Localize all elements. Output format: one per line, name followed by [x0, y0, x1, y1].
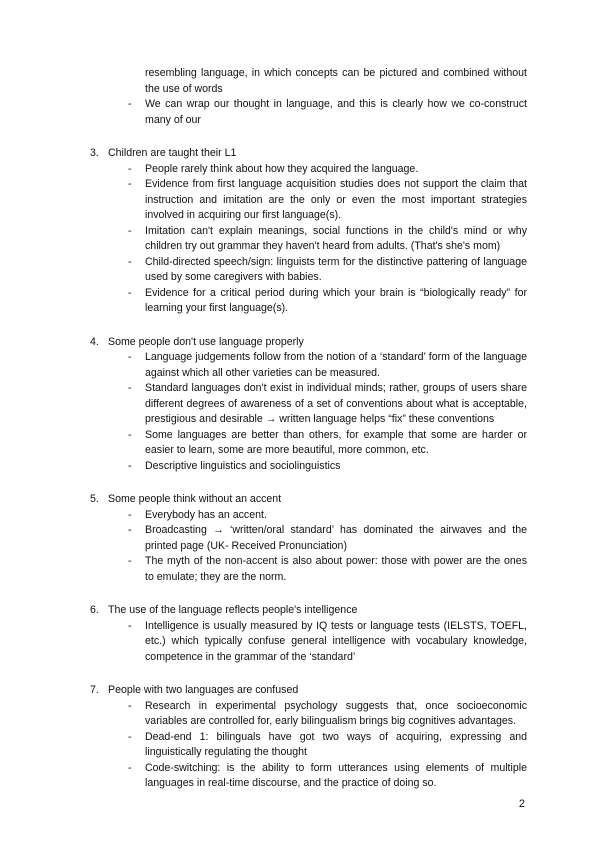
- continuation-text: resembling language, in which concepts can be pictured and combined without the use of words: [145, 67, 527, 95]
- section-title: Some people don't use language properly: [108, 335, 304, 348]
- bullet-item: - Imitation can't explain meanings, social functions in the child's mind or why children try out grammar they haven't heard from adults. (That's she's mom): [145, 224, 527, 255]
- section-heading: [90, 146, 528, 162]
- bullet-item: - Dead-end 1: bilinguals have got two ways of acquiring, expressing and linguistically regulating the thought: [145, 730, 527, 761]
- bullet-item: - Evidence for a critical period during which your brain is “biologically ready” for learning your first language(s).: [145, 286, 527, 317]
- page-number: 2: [518, 798, 525, 810]
- section-title: The use of the language reflects people's intelligence: [108, 604, 358, 616]
- bullet-item: - Standard languages don't exist in individual minds; rather, groups of users share different degrees of awareness of a set of conventions about what is acceptable, prestigious and desirable → written language helps “fix” these conventions: [145, 381, 527, 428]
- bullet-item: - People rarely think about how they acquired the language.: [145, 162, 527, 178]
- section-title: Some people think without an accent: [108, 493, 282, 505]
- bullet-item: - Everybody has an accent.: [145, 508, 527, 524]
- bullet-item: - Code-switching: is the ability to form utterances using elements of multiple languages in real-time discourse, and the practice of doing so.: [145, 761, 527, 792]
- section-heading: [90, 335, 528, 351]
- bullet-item: - The myth of the non-accent is also about power: those with power are the ones to emulate; they are the norm.: [145, 554, 527, 585]
- section-title: People with two languages are confused: [108, 684, 299, 696]
- bullet-item: - Descriptive linguistics and sociolinguistics: [145, 459, 527, 475]
- bullet-item: - Evidence from first language acquisition studies does not support the claim that instruction and imitation are the only or even the most important strategies involved in acquiring our first language(s).: [145, 177, 527, 224]
- section-number: 3.: [90, 147, 99, 159]
- section-number: 4.: [90, 335, 99, 348]
- section-title: Children are taught their L1: [108, 147, 237, 159]
- bullet-item: - Intelligence is usually measured by IQ tests or language tests (IELSTS, TOEFL, etc.) which typically confuse general intelligence with vocabulary knowledge, competence in the grammar of the ‘standard’: [145, 619, 527, 666]
- section-number: 5.: [90, 493, 99, 505]
- bullet-item: - Some languages are better than others, for example that some are harder or easier to learn, some are more beautiful, more common, etc.: [145, 428, 527, 459]
- bullet-item: - Research in experimental psychology suggests that, once socioeconomic variables are controlled for, early bilingualism brings big cognitives advantages.: [145, 699, 527, 730]
- page-content: [0, 66, 600, 792]
- section-heading: [90, 683, 528, 699]
- bullet-item: - Child-directed speech/sign: linguists term for the distinctive pattering of language used by some caregivers with babies.: [145, 255, 527, 286]
- section-heading: [90, 492, 528, 508]
- bullet-item: - We can wrap our thought in language, and this is clearly how we co-construct many of our: [145, 97, 527, 128]
- bullet-item: - Broadcasting → ‘written/oral standard’ has dominated the airwaves and the printed page (UK- Received Pronunciation): [145, 523, 527, 554]
- bullet-item: - Language judgements follow from the notion of a ‘standard’ form of the language against which all other varieties can be measured.: [145, 350, 527, 381]
- section-number: 6.: [90, 604, 99, 616]
- section-number: 7.: [90, 684, 99, 696]
- section-heading: [90, 603, 528, 619]
